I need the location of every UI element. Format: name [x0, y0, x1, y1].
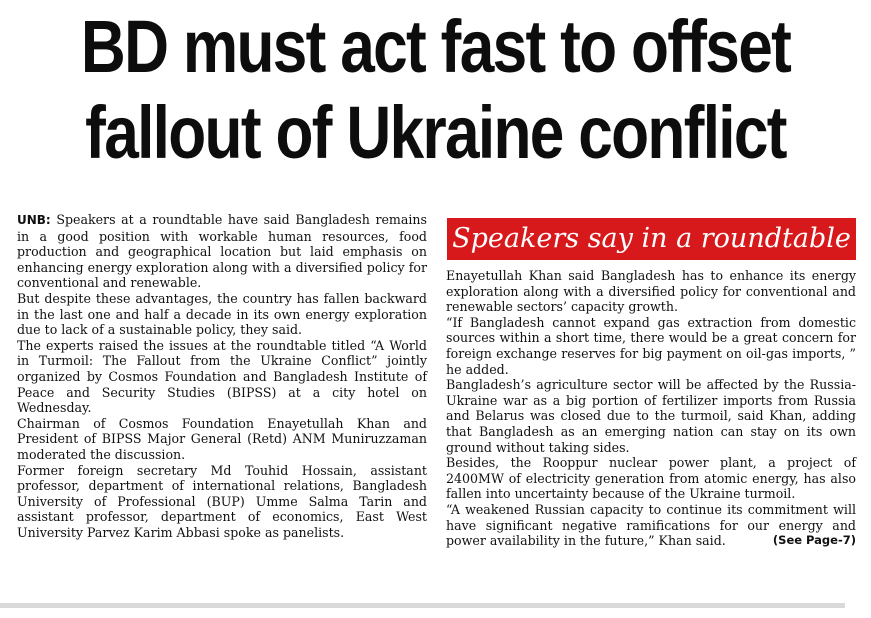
paragraph-text: Speakers at a roundtable have said Bangladesh remains in a good position with workable human resources, food production and geographical location but laid emphasis on enhancing energy exploration along with a diversified policy for conventional and renewable. [17, 212, 427, 291]
paragraph-text: “A weakened Russian capacity to continue its commitment will have significant negative ramifications for our energy and power availability in the future,” Khan said. [446, 501, 856, 549]
article-paragraph: Besides, the Rooppur nuclear power plant, a project of 2400MW of electricity generation from atomic energy, has also fallen into uncertainty because of the Ukraine turmoil. [446, 455, 856, 502]
kicker-banner: Speakers say in a roundtable [447, 218, 856, 260]
headline-line-1: BD must act fast to offset [80, 5, 791, 88]
article-paragraph: Bangladesh’s agriculture sector will be affected by the Russia-Ukraine war as a big portion of fertilizer imports from Russia and Belarus was closed due to the turmoil, said Khan, adding that Bangladesh as an emerging nation can stay on its own ground without taking sides. [446, 377, 856, 455]
article-paragraph [446, 502, 856, 549]
article-paragraph: Enayetullah Khan said Bangladesh has to enhance its energy exploration along with a diversified policy for conventional and renewable sectors’ capacity growth. [446, 268, 856, 315]
article-paragraph: Former foreign secretary Md Touhid Hossain, assistant professor, department of international relations, Bangladesh University of Professional (BUP) Umme Salma Tarin and assistant professor, department of economics, East West University Parvez Karim Abbasi spoke as panelists. [17, 462, 427, 540]
article-paragraph: But despite these advantages, the country has fallen backward in the last one and half a decade in its own energy exploration due to lack of a sustainable policy, they said. [17, 290, 427, 338]
article-paragraph: The experts raised the issues at the roundtable titled “A World in Turmoil: The Fallout from the Ukraine Conflict” jointly organized by Cosmos Foundation and Bangladesh Institute of Peace and Security Studies (BIPSS) at a city hotel on Wednesday. [17, 337, 427, 416]
bottom-divider [0, 603, 845, 608]
article-paragraph [17, 212, 427, 291]
continuation-jump: (See Page-7) [772, 533, 856, 548]
headline [70, 4, 802, 176]
byline: UNB: [17, 213, 51, 227]
headline-line-2: fallout of Ukraine conflict [85, 91, 786, 174]
article-column-right [446, 268, 856, 549]
article-column-left [17, 212, 427, 540]
article-paragraph: “If Bangladesh cannot expand gas extraction from domestic sources within a short time, there would be a great concern for foreign exchange reserves for big payment on oil-gas imports, ” he added. [446, 314, 856, 377]
article-paragraph: Chairman of Cosmos Foundation Enayetullah Khan and President of BIPSS Major General (Retd) ANM Muniruzzaman moderated the discussion. [17, 415, 427, 462]
